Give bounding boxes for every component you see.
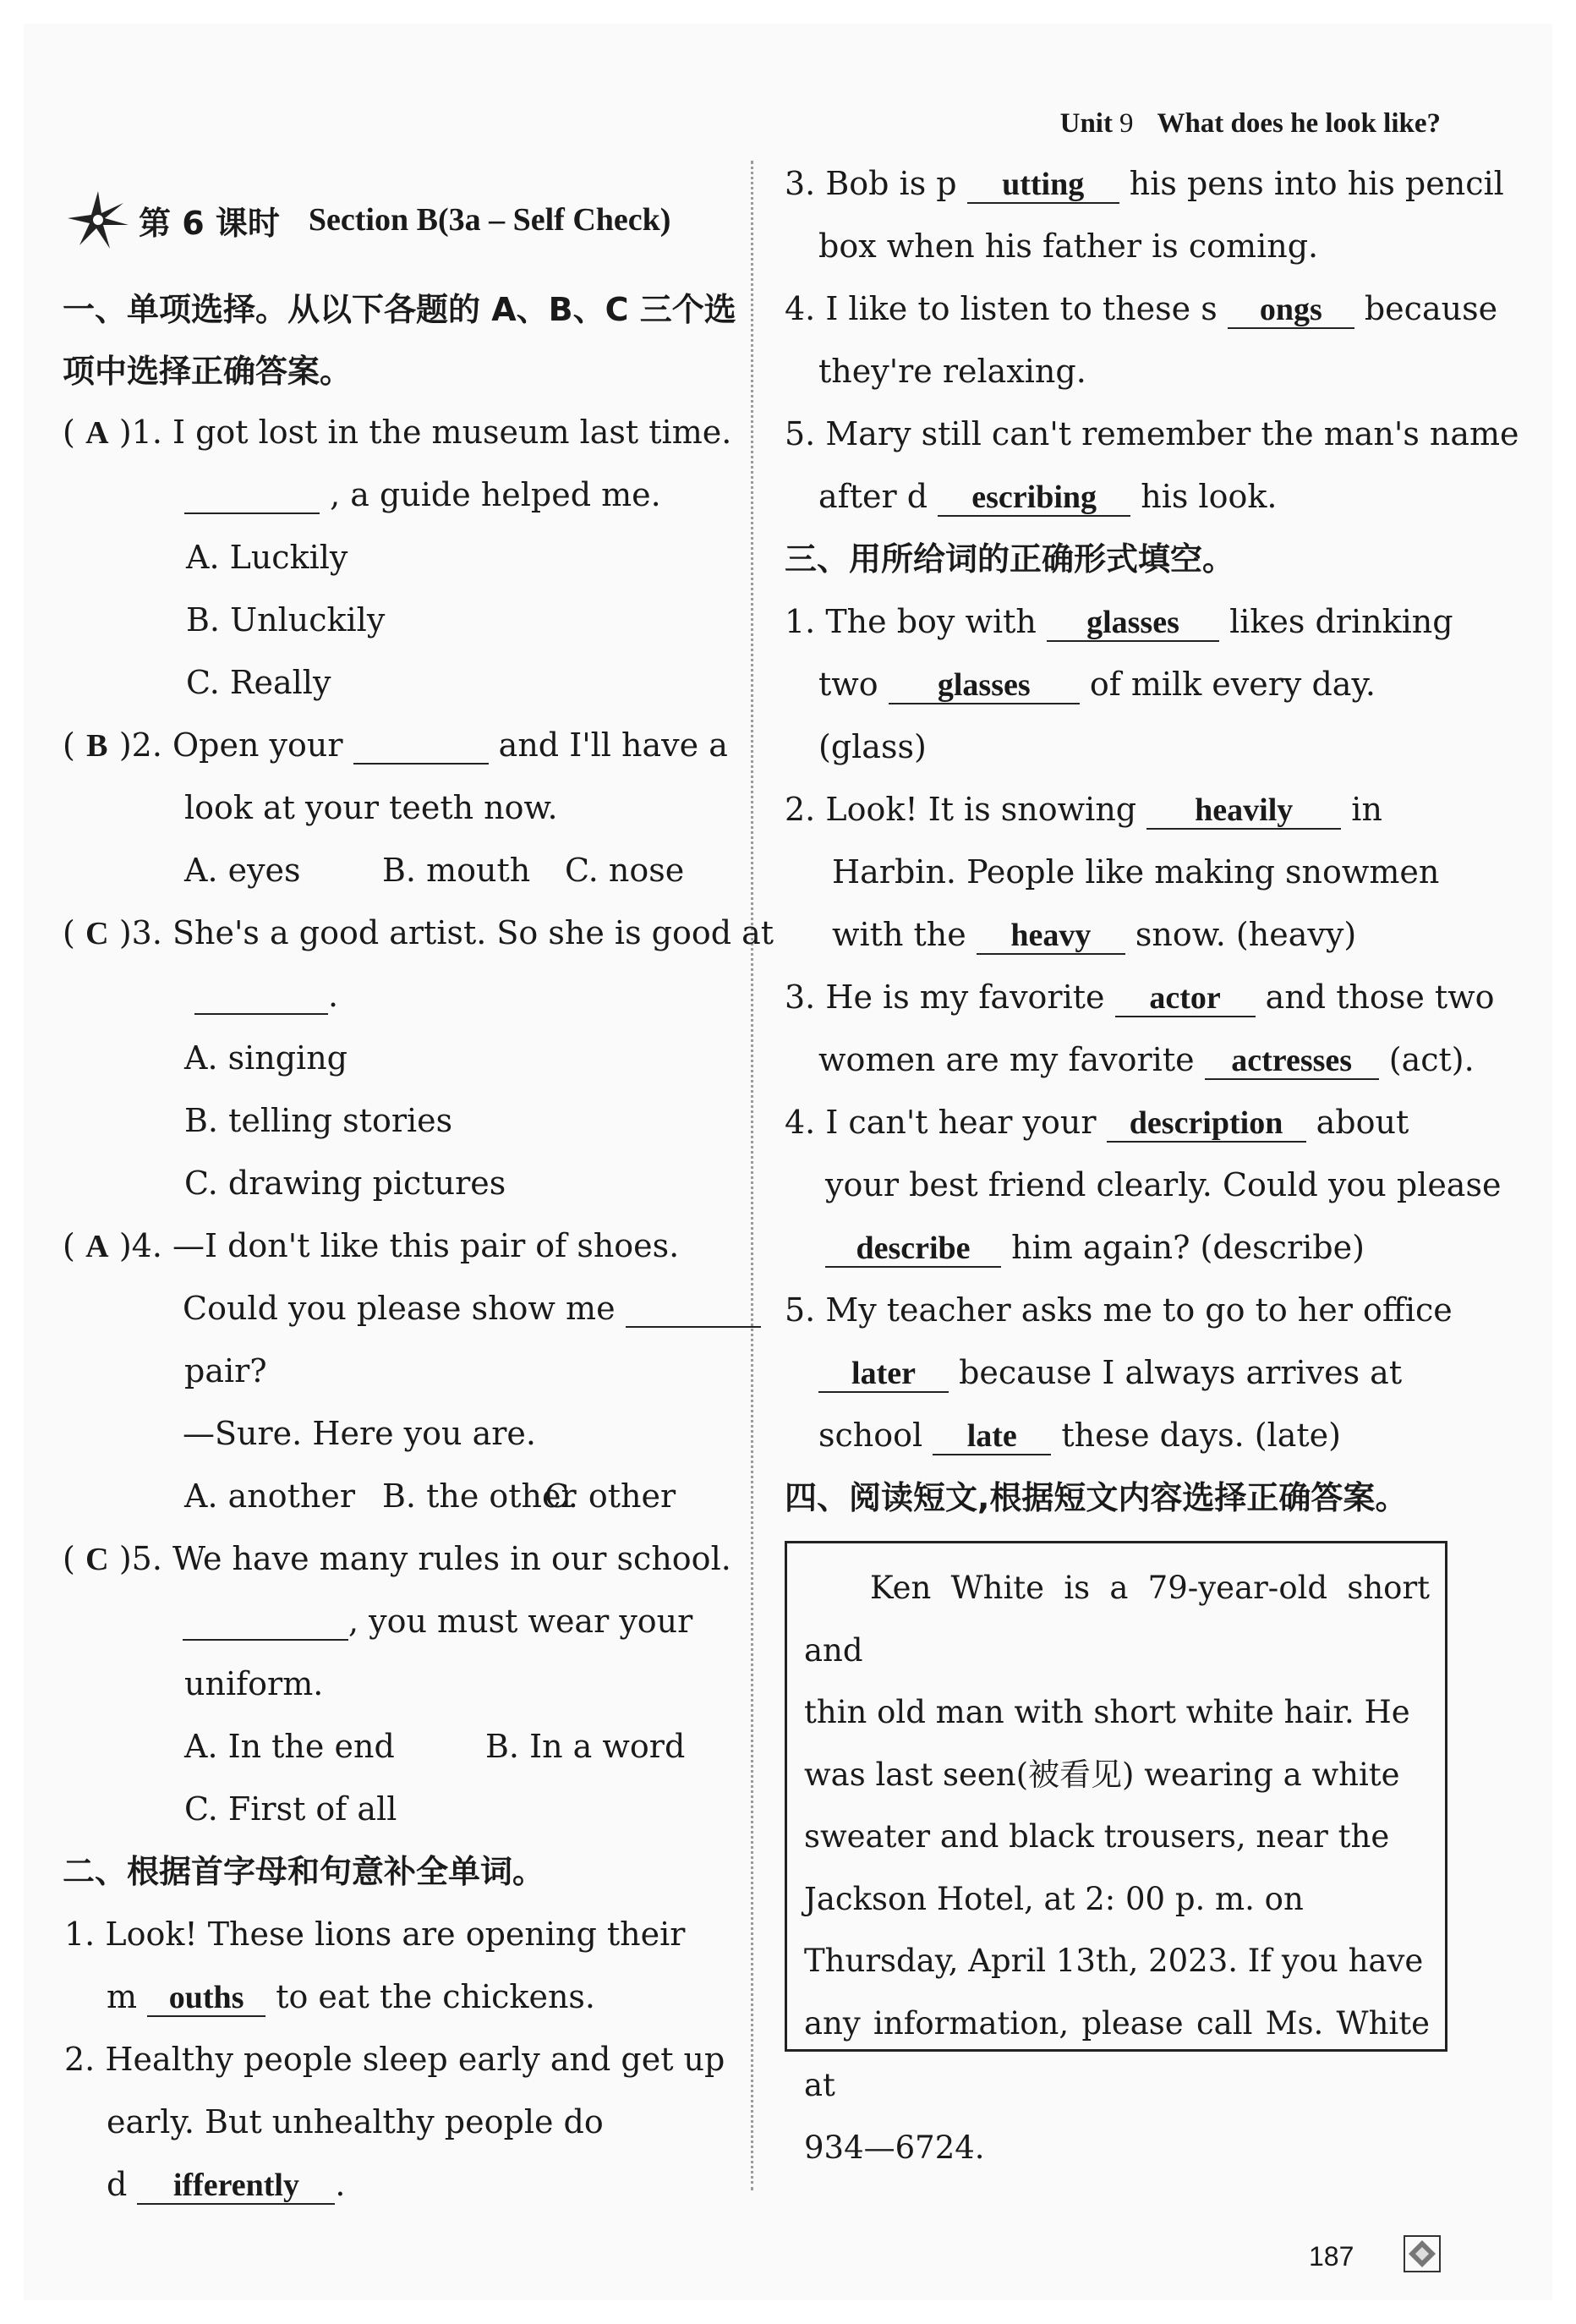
part3-question-4 xyxy=(785,1106,1409,1143)
question-text-end: likes drinking xyxy=(1218,603,1453,640)
part3-question-4-line2: your best friend clearly. Could you please xyxy=(825,1166,1502,1203)
part1-heading-line1: 一、单项选择。从以下各题的 A、B、C 三个选 xyxy=(63,291,736,328)
part1-heading-line2: 项中选择正确答案。 xyxy=(63,353,353,390)
option-a: A. singing xyxy=(184,1039,348,1077)
part4-heading: 四、阅读短文,根据短文内容选择正确答案。 xyxy=(785,1479,1408,1516)
part2-question-4-line2: they're relaxing. xyxy=(818,353,1086,390)
passage-line: thin old man with short white hair. He xyxy=(804,1694,1410,1730)
answer-letter: B xyxy=(86,728,108,764)
part3-heading: 三、用所给词的正确形式填空。 xyxy=(785,540,1235,578)
question-text-end: his pens into his pencil xyxy=(1119,165,1504,202)
question-stem: )5. We have many rules in our school. xyxy=(118,1540,731,1577)
option-c: C. drawing pictures xyxy=(184,1165,506,1202)
question-stem: )3. She's a good artist. So she is good at xyxy=(118,914,774,951)
answer-blank[interactable]: late xyxy=(933,1420,1051,1455)
question-text: school xyxy=(818,1417,933,1454)
lesson-title xyxy=(64,186,670,254)
question-4: ( A )4. —I don't like this pair of shoes. xyxy=(63,1227,680,1264)
part3-question-3-line2 xyxy=(818,1041,1475,1080)
answer-letter: C xyxy=(85,1542,109,1577)
part2-question-1-line2 xyxy=(107,1978,595,2017)
answer-letter: A xyxy=(85,415,109,451)
question-text: two xyxy=(818,666,889,703)
answer-blank[interactable]: glasses xyxy=(889,669,1080,704)
question-text: 1. The boy with xyxy=(785,603,1047,640)
answer-letter: C xyxy=(85,916,109,951)
answer-letter: A xyxy=(85,1229,109,1264)
running-header xyxy=(1060,108,1441,140)
unit-number: 9 xyxy=(1119,108,1134,139)
question-stem-end: and I'll have a xyxy=(488,726,728,764)
answer-blank[interactable]: heavy xyxy=(977,919,1125,955)
question-5: ( C )5. We have many rules in our school. xyxy=(63,1540,731,1577)
initial-letter: after d xyxy=(818,478,938,515)
part3-question-1-hint: (glass) xyxy=(818,728,927,765)
part2-question-5-line2 xyxy=(818,480,1277,517)
passage-line: was last seen(被看见) wearing a white xyxy=(804,1756,1400,1793)
answer-blank[interactable]: ifferently xyxy=(137,2169,335,2205)
lesson-number: 第 6 课时 xyxy=(139,204,280,242)
star-decoration-icon xyxy=(64,186,132,254)
page-number: 187 xyxy=(1309,2241,1354,2272)
option-b: B. Unluckily xyxy=(186,601,386,639)
option-a: A. another xyxy=(184,1477,356,1515)
answer-blank[interactable] xyxy=(194,979,328,1015)
answer-blank[interactable]: ongs xyxy=(1228,293,1354,329)
question-1: ( A )1. I got lost in the museum last time. xyxy=(63,414,732,451)
question-text-end: in xyxy=(1341,791,1382,828)
question-text-end: because I always arrives at xyxy=(949,1354,1403,1391)
option-b: B. mouth xyxy=(382,852,531,889)
question-text: 3. Bob is p xyxy=(785,165,967,202)
question-text-end: him again? (describe) xyxy=(1001,1229,1365,1266)
question-3: ( C )3. She's a good artist. So she is good at xyxy=(63,914,774,951)
question-text: 2. Look! It is snowing xyxy=(785,791,1147,828)
part3-question-5: 5. My teacher asks me to go to her office xyxy=(785,1291,1453,1329)
reading-passage xyxy=(804,1557,1430,2179)
question-4-line3: pair? xyxy=(184,1352,267,1389)
part2-question-1: 1. Look! These lions are opening their xyxy=(64,1916,686,1953)
part3-question-3 xyxy=(785,978,1495,1017)
part2-heading: 二、根据首字母和句意补全单词。 xyxy=(63,1853,545,1890)
question-text-end: because xyxy=(1354,290,1498,327)
section-label: Section B(3a – Self Check) xyxy=(308,202,671,238)
answer-blank[interactable] xyxy=(184,479,320,514)
question-text: his look. xyxy=(1130,478,1278,515)
question-2-line2: look at your teeth now. xyxy=(184,789,558,826)
question-text: to eat the chickens. xyxy=(265,1978,595,2015)
answer-blank[interactable] xyxy=(353,729,489,765)
part3-question-5-line2 xyxy=(818,1354,1403,1393)
question-text-end: and those two xyxy=(1255,978,1495,1016)
question-text: women are my favorite xyxy=(818,1041,1205,1078)
question-text: , you must wear your xyxy=(348,1603,693,1640)
question-text: , a guide helped me. xyxy=(320,476,661,513)
question-stem: )2. Open your xyxy=(118,726,353,764)
part3-question-2-line2: Harbin. People like making snowmen xyxy=(832,853,1440,891)
option-c: C. Really xyxy=(186,664,331,701)
answer-blank[interactable]: describe xyxy=(825,1232,1001,1268)
passage-line: any information, please call Ms. White at xyxy=(804,2004,1430,2103)
answer-blank[interactable]: glasses xyxy=(1047,606,1219,642)
passage-line: sweater and black trousers, near the xyxy=(804,1818,1390,1855)
passage-line: 934—6724. xyxy=(804,2129,985,2166)
initial-letter: m xyxy=(107,1978,148,2015)
reading-passage-box xyxy=(785,1541,1447,2166)
part3-question-2-line3 xyxy=(832,918,1356,955)
question-text: Could you please show me xyxy=(183,1290,626,1327)
question-text: 3. He is my favorite xyxy=(785,978,1115,1016)
part2-question-3 xyxy=(785,167,1504,204)
answer-blank[interactable]: heavily xyxy=(1146,794,1341,830)
question-text: 4. I can't hear your xyxy=(785,1104,1107,1141)
unit-title: What does he look like? xyxy=(1157,108,1441,139)
option-a: A. eyes xyxy=(184,852,301,889)
option-a: A. In the end xyxy=(184,1728,395,1765)
question-text: . xyxy=(328,977,339,1014)
part2-question-2: 2. Healthy people sleep early and get up xyxy=(64,2041,725,2078)
part2-question-5: 5. Mary still can't remember the man's name xyxy=(785,415,1519,452)
passage-line: Thursday, April 13th, 2023. If you have xyxy=(804,1943,1424,1979)
answer-blank[interactable] xyxy=(183,1605,348,1641)
part2-question-2-line2: early. But unhealthy people do xyxy=(107,2103,604,2140)
answer-blank[interactable]: actresses xyxy=(1205,1044,1379,1080)
question-4-line4: —Sure. Here you are. xyxy=(183,1415,536,1452)
part3-question-2 xyxy=(785,793,1382,830)
option-c: C. nose xyxy=(565,852,685,889)
question-text-end: these days. (late) xyxy=(1051,1417,1341,1454)
question-1-line2 xyxy=(184,476,661,514)
answer-blank[interactable] xyxy=(626,1292,761,1328)
question-5-line2 xyxy=(183,1605,692,1641)
question-text-end: of milk every day. xyxy=(1079,666,1376,703)
option-b: B. the other xyxy=(382,1477,577,1515)
question-text-end: about xyxy=(1305,1104,1409,1141)
question-text-end: snow. (heavy) xyxy=(1125,916,1357,953)
question-5-line3: uniform. xyxy=(184,1665,324,1702)
passage-line: Ken White is a 79-year-old short and xyxy=(804,1570,1430,1669)
option-b: B. In a word xyxy=(485,1728,686,1765)
answer-blank[interactable]: escribing xyxy=(938,481,1130,517)
option-b: B. telling stories xyxy=(184,1102,453,1139)
answer-blank[interactable]: description xyxy=(1107,1107,1306,1143)
question-stem: )4. —I don't like this pair of shoes. xyxy=(118,1227,680,1264)
question-text: . xyxy=(335,2166,346,2203)
part2-question-4 xyxy=(785,290,1498,329)
diamond-page-icon xyxy=(1404,2235,1441,2272)
part3-question-1 xyxy=(785,603,1453,642)
part3-question-1-line2 xyxy=(818,668,1376,704)
part3-question-5-line3 xyxy=(818,1419,1341,1455)
answer-blank[interactable]: ouths xyxy=(147,1981,265,2017)
unit-label: Unit xyxy=(1059,108,1113,139)
column-divider xyxy=(751,161,753,2190)
initial-letter: d xyxy=(107,2166,138,2203)
part3-question-4-line3 xyxy=(825,1231,1365,1268)
answer-blank[interactable]: utting xyxy=(967,168,1119,204)
question-4-line2 xyxy=(183,1292,761,1328)
question-3-line2 xyxy=(194,979,338,1015)
option-a: A. Luckily xyxy=(186,539,348,576)
question-text-end: (act). xyxy=(1378,1041,1475,1078)
question-text: 4. I like to listen to these s xyxy=(785,290,1228,327)
question-text: with the xyxy=(832,916,977,953)
part2-question-3-line2: box when his father is coming. xyxy=(818,227,1319,265)
answer-blank[interactable]: actor xyxy=(1115,982,1256,1017)
question-2: ( B )2. Open your and I'll have a xyxy=(63,726,728,764)
part2-question-2-line3 xyxy=(107,2168,346,2205)
passage-line: Jackson Hotel, at 2: 00 p. m. on xyxy=(804,1880,1304,1917)
answer-blank[interactable]: later xyxy=(818,1357,949,1393)
option-c: C. other xyxy=(544,1477,676,1515)
option-c: C. First of all xyxy=(184,1790,397,1828)
question-stem: )1. I got lost in the museum last time. xyxy=(118,414,732,451)
